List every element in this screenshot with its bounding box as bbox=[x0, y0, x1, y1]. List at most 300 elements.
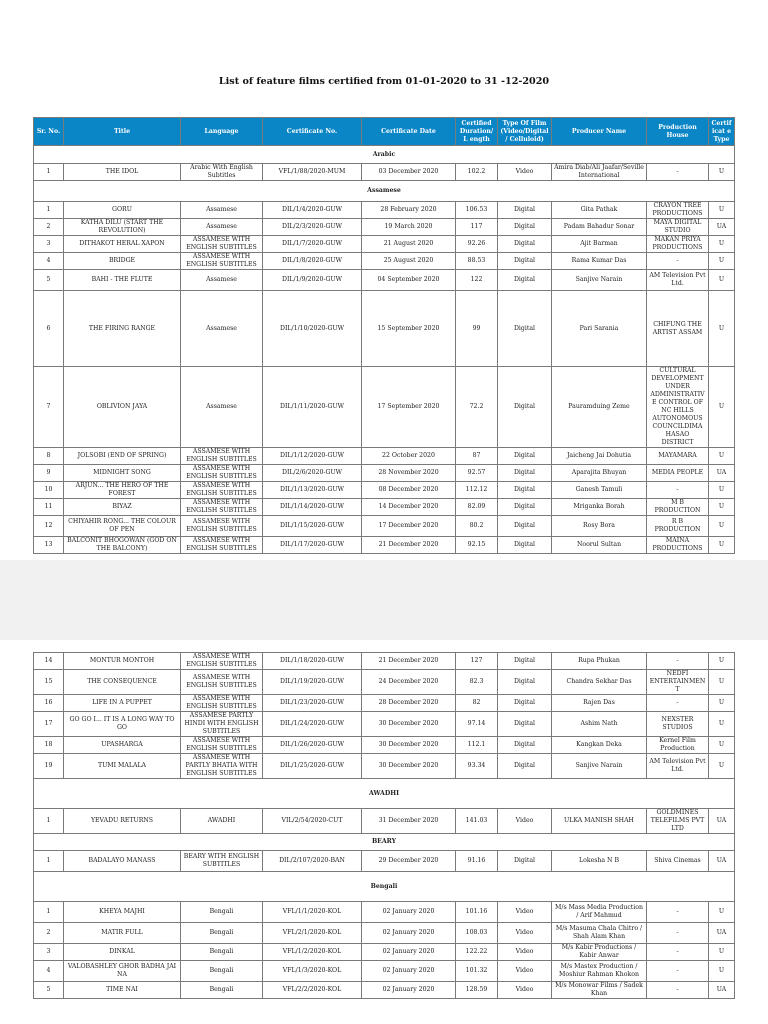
table-header-row bbox=[34, 118, 735, 146]
table-cell: ASSAMESE WITH ENGLISH SUBTITLES bbox=[181, 253, 263, 270]
table-cell: DIL/1/18/2020-GUW bbox=[263, 653, 362, 670]
table-cell: U bbox=[709, 448, 735, 465]
table-cell: DIL/1/10/2020-GUW bbox=[263, 291, 362, 367]
table-cell: MIDNIGHT SONG bbox=[64, 465, 181, 482]
table-cell: MAINA PRODUCTIONS bbox=[647, 537, 709, 554]
table-cell: UA bbox=[709, 923, 735, 944]
table-cell: Bengali bbox=[181, 902, 263, 923]
table-cell: Arabic With English Subtitles bbox=[181, 164, 263, 181]
table-cell: Chandra Sekhar Das bbox=[552, 670, 647, 695]
table-cell: AWADHI bbox=[181, 809, 263, 834]
table-cell: 02 January 2020 bbox=[362, 961, 456, 982]
table-cell: Digital bbox=[498, 465, 552, 482]
table-cell: 97.14 bbox=[456, 712, 498, 737]
table-cell: ASSAMESE WITH ENGLISH SUBTITLES bbox=[181, 695, 263, 712]
table-cell: 29 December 2020 bbox=[362, 851, 456, 872]
table-cell: U bbox=[709, 712, 735, 737]
table-cell: YEVADU RETURNS bbox=[64, 809, 181, 834]
table-cell: 16 bbox=[34, 695, 64, 712]
table-cell: 21 August 2020 bbox=[362, 236, 456, 253]
table-cell: Rosy Bora bbox=[552, 516, 647, 537]
table-cell: Digital bbox=[498, 253, 552, 270]
table-cell: LIFE IN A PUPPET bbox=[64, 695, 181, 712]
table-cell: 92.15 bbox=[456, 537, 498, 554]
table-cell: 102.2 bbox=[456, 164, 498, 181]
table-cell: UA bbox=[709, 809, 735, 834]
table-cell: 28 February 2020 bbox=[362, 202, 456, 219]
table-cell: 9 bbox=[34, 465, 64, 482]
table-row bbox=[34, 253, 735, 270]
table-cell: NEXSTER STUDIOS bbox=[647, 712, 709, 737]
table-cell: MAYA DIGITAL STUDIO bbox=[647, 219, 709, 236]
table-cell: Digital bbox=[498, 712, 552, 737]
table-cell: 128.59 bbox=[456, 982, 498, 999]
table-cell: ASSAMESE WITH ENGLISH SUBTITLES bbox=[181, 482, 263, 499]
table-cell: ASSAMESE WITH ENGLISH SUBTITLES bbox=[181, 537, 263, 554]
col-header-language: Language bbox=[181, 118, 263, 146]
table-cell: 10 bbox=[34, 482, 64, 499]
table-cell: 5 bbox=[34, 982, 64, 999]
table-row bbox=[34, 754, 735, 779]
table-cell: 122 bbox=[456, 270, 498, 291]
table-cell: DIL/1/7/2020-GUW bbox=[263, 236, 362, 253]
table-cell: 3 bbox=[34, 944, 64, 961]
table-cell: ASSAMESE WITH ENGLISH SUBTITLES bbox=[181, 516, 263, 537]
table-cell: - bbox=[647, 482, 709, 499]
table-cell: Ajit Barman bbox=[552, 236, 647, 253]
table-cell: 15 bbox=[34, 670, 64, 695]
table-cell: MEDIA PEOPLE bbox=[647, 465, 709, 482]
col-header-producer: Producer Name bbox=[552, 118, 647, 146]
table-cell: U bbox=[709, 270, 735, 291]
table-cell: DIL/1/14/2020-GUW bbox=[263, 499, 362, 516]
table-cell: - bbox=[647, 253, 709, 270]
col-header-film-type: Type Of Film (Video/Digital/ Celluloid) bbox=[498, 118, 552, 146]
col-header-certificate-type: Certificat e Type bbox=[709, 118, 735, 146]
col-header-production-house: Production House bbox=[647, 118, 709, 146]
table-cell: VIL/2/54/2020-CUT bbox=[263, 809, 362, 834]
table-cell: 19 March 2020 bbox=[362, 219, 456, 236]
table-cell: THE FIRING RANGE bbox=[64, 291, 181, 367]
table-cell: 1 bbox=[34, 902, 64, 923]
table-cell: 18 bbox=[34, 737, 64, 754]
table-row bbox=[34, 367, 735, 448]
table-cell: Padam Bahadur Sonar bbox=[552, 219, 647, 236]
table-cell: 141.03 bbox=[456, 809, 498, 834]
table-cell: UA bbox=[709, 465, 735, 482]
table-cell: 25 August 2020 bbox=[362, 253, 456, 270]
table-cell: Digital bbox=[498, 291, 552, 367]
table-cell: TUMI MALALA bbox=[64, 754, 181, 779]
table-cell: 108.03 bbox=[456, 923, 498, 944]
table-cell: KATHA DILU (START THE REVOLUTION) bbox=[64, 219, 181, 236]
table-row bbox=[34, 236, 735, 253]
table-cell: THE CONSEQUENCE bbox=[64, 670, 181, 695]
table-cell: ASSAMESE WITH ENGLISH SUBTITLES bbox=[181, 737, 263, 754]
table-cell: CULTURAL DEVELOPMENT UNDER ADMINISTRATIVE CONTROL OF NC HILLS AUTONOMOUS COUNCILDIMA HASAO DISTRICT bbox=[647, 367, 709, 448]
table-cell: GOLDMINES TELEFILMS PVT LTD bbox=[647, 809, 709, 834]
table-cell: 02 January 2020 bbox=[362, 944, 456, 961]
table-cell: Ganesh Tamuli bbox=[552, 482, 647, 499]
table-cell: 93.34 bbox=[456, 754, 498, 779]
table-cell: VFL/2/2/2020-KOL bbox=[263, 982, 362, 999]
document-page-2 bbox=[0, 640, 768, 1024]
table-cell: DIL/1/17/2020-GUW bbox=[263, 537, 362, 554]
table-cell: U bbox=[709, 482, 735, 499]
table-cell: AM Television Pvt Ltd. bbox=[647, 270, 709, 291]
table-cell: Digital bbox=[498, 236, 552, 253]
table-cell: M/s Mastex Production / Moshiur Rahman Khokon bbox=[552, 961, 647, 982]
table-cell: GO GO I... IT IS A LONG WAY TO GO bbox=[64, 712, 181, 737]
table-cell: 112.12 bbox=[456, 482, 498, 499]
language-section-row bbox=[34, 779, 735, 809]
table-cell: - bbox=[647, 923, 709, 944]
table-cell: ASSAMESE WITH ENGLISH SUBTITLES bbox=[181, 499, 263, 516]
table-cell: VFL/1/1/2020-KOL bbox=[263, 902, 362, 923]
table-cell: VFL/1/88/2020-MUM bbox=[263, 164, 362, 181]
table-cell: - bbox=[647, 653, 709, 670]
table-cell: DITHAKOT HERAL XAPON bbox=[64, 236, 181, 253]
table-cell: 11 bbox=[34, 499, 64, 516]
table-cell: 92.57 bbox=[456, 465, 498, 482]
table-cell: UA bbox=[709, 982, 735, 999]
table-row bbox=[34, 219, 735, 236]
table-row bbox=[34, 164, 735, 181]
table-cell: 24 December 2020 bbox=[362, 670, 456, 695]
table-cell: Digital bbox=[498, 202, 552, 219]
table-cell: 3 bbox=[34, 236, 64, 253]
table-cell: BADALAYO MANASS bbox=[64, 851, 181, 872]
col-header-duration: Certified Duration/L ength bbox=[456, 118, 498, 146]
table-row bbox=[34, 653, 735, 670]
table-cell: U bbox=[709, 253, 735, 270]
table-cell: Kernel Film Production bbox=[647, 737, 709, 754]
table-cell: DIL/1/13/2020-GUW bbox=[263, 482, 362, 499]
table-cell: Assamese bbox=[181, 270, 263, 291]
table-cell: Digital bbox=[498, 537, 552, 554]
table-cell: DIL/2/6/2020-GUW bbox=[263, 465, 362, 482]
table-row bbox=[34, 670, 735, 695]
table-cell: UPASHARGA bbox=[64, 737, 181, 754]
table-cell: 13 bbox=[34, 537, 64, 554]
table-cell: U bbox=[709, 516, 735, 537]
table-cell: 6 bbox=[34, 291, 64, 367]
table-row bbox=[34, 270, 735, 291]
table-cell: 82.09 bbox=[456, 499, 498, 516]
table-cell: 5 bbox=[34, 270, 64, 291]
table-cell: Digital bbox=[498, 482, 552, 499]
table-cell: Assamese bbox=[181, 219, 263, 236]
table-cell: 15 September 2020 bbox=[362, 291, 456, 367]
table-cell: 02 January 2020 bbox=[362, 982, 456, 999]
table-cell: Pauramduing Zeme bbox=[552, 367, 647, 448]
document-title: List of feature films certified from 01-01-2020 to 31 -12-2020 bbox=[218, 76, 550, 87]
table-cell: BAHI - THE FLUTE bbox=[64, 270, 181, 291]
table-cell: AM Television Pvt Ltd. bbox=[647, 754, 709, 779]
films-table-page-2 bbox=[33, 652, 735, 999]
table-cell: BIYAZ bbox=[64, 499, 181, 516]
table-row bbox=[34, 537, 735, 554]
table-row bbox=[34, 499, 735, 516]
table-cell: DIL/1/25/2020-GUW bbox=[263, 754, 362, 779]
table-cell: ASSAMESE WITH ENGLISH SUBTITLES bbox=[181, 448, 263, 465]
table-cell: 03 December 2020 bbox=[362, 164, 456, 181]
table-cell: MONTUR MONTOH bbox=[64, 653, 181, 670]
table-cell: DIL/1/11/2020-GUW bbox=[263, 367, 362, 448]
table-cell: CHIYAHIR RONG... THE COLOUR OF PEN bbox=[64, 516, 181, 537]
table-cell: 02 January 2020 bbox=[362, 902, 456, 923]
table-cell: - bbox=[647, 695, 709, 712]
language-section-label: Assamese bbox=[34, 181, 735, 202]
table-cell: 4 bbox=[34, 253, 64, 270]
table-cell: U bbox=[709, 961, 735, 982]
table-cell: Jaicheng Jai Dohutia bbox=[552, 448, 647, 465]
table-cell: ARJUN... THE HERO OF THE FOREST bbox=[64, 482, 181, 499]
table-cell: U bbox=[709, 499, 735, 516]
table-cell: U bbox=[709, 670, 735, 695]
table-cell: M/s Mass Media Production / Arif Mahmud bbox=[552, 902, 647, 923]
table-cell: Digital bbox=[498, 219, 552, 236]
table-cell: U bbox=[709, 653, 735, 670]
table-cell: 87 bbox=[456, 448, 498, 465]
table-cell: - bbox=[647, 944, 709, 961]
table-cell: ULKA MANISH SHAH bbox=[552, 809, 647, 834]
table-cell: Video bbox=[498, 164, 552, 181]
table-row bbox=[34, 982, 735, 999]
table-cell: Bengali bbox=[181, 944, 263, 961]
table-cell: 14 December 2020 bbox=[362, 499, 456, 516]
table-cell: Digital bbox=[498, 670, 552, 695]
table-cell: Digital bbox=[498, 754, 552, 779]
table-cell: Digital bbox=[498, 737, 552, 754]
table-cell: 04 September 2020 bbox=[362, 270, 456, 291]
table-cell: 88.53 bbox=[456, 253, 498, 270]
table-cell: Digital bbox=[498, 367, 552, 448]
table-cell: DIL/1/26/2020-GUW bbox=[263, 737, 362, 754]
table-cell: DIL/1/19/2020-GUW bbox=[263, 670, 362, 695]
table-row bbox=[34, 695, 735, 712]
table-cell: Aparajita Bhuyan bbox=[552, 465, 647, 482]
table-cell: OBLIVION JAYA bbox=[64, 367, 181, 448]
table-cell: Video bbox=[498, 923, 552, 944]
table-cell: 19 bbox=[34, 754, 64, 779]
table-cell: Bengali bbox=[181, 982, 263, 999]
table-cell: NEDFI ENTERTAINMENT bbox=[647, 670, 709, 695]
table-cell: 127 bbox=[456, 653, 498, 670]
table-cell: Pari Sarania bbox=[552, 291, 647, 367]
language-section-label: BEARY bbox=[34, 834, 735, 851]
table-cell: Digital bbox=[498, 448, 552, 465]
table-row bbox=[34, 516, 735, 537]
table-cell: JOLSOBI (END OF SPRING) bbox=[64, 448, 181, 465]
table-cell: 99 bbox=[456, 291, 498, 367]
table-row bbox=[34, 944, 735, 961]
table-cell: - bbox=[647, 961, 709, 982]
table-cell: Digital bbox=[498, 270, 552, 291]
table-cell: VALOBASHLEY GHOR BADHA JAI NA bbox=[64, 961, 181, 982]
table-cell: VFL/2/1/2020-KOL bbox=[263, 923, 362, 944]
table-cell: 28 November 2020 bbox=[362, 465, 456, 482]
table-row bbox=[34, 809, 735, 834]
table-cell: 72.2 bbox=[456, 367, 498, 448]
table-cell: Assamese bbox=[181, 291, 263, 367]
table-cell: ASSAMESE WITH PARTLY BHATIA WITH ENGLISH SUBTITLES bbox=[181, 754, 263, 779]
table-cell: Video bbox=[498, 809, 552, 834]
table-cell: Bengali bbox=[181, 961, 263, 982]
table-cell: U bbox=[709, 754, 735, 779]
table-cell: 1 bbox=[34, 202, 64, 219]
table-cell: DIL/1/12/2020-GUW bbox=[263, 448, 362, 465]
table-cell: ASSAMESE WITH ENGLISH SUBTITLES bbox=[181, 465, 263, 482]
table-cell: Video bbox=[498, 944, 552, 961]
table-cell: 12 bbox=[34, 516, 64, 537]
films-table-page-1 bbox=[33, 117, 735, 554]
table-cell: - bbox=[647, 164, 709, 181]
language-section-row bbox=[34, 181, 735, 202]
table-cell: DIL/2/107/2020-BAN bbox=[263, 851, 362, 872]
table-cell: MAKAN PRIYA PRODUCTIONS bbox=[647, 236, 709, 253]
table-cell: 101.32 bbox=[456, 961, 498, 982]
table-row bbox=[34, 923, 735, 944]
table-cell: Ashim Nath bbox=[552, 712, 647, 737]
table-cell: 117 bbox=[456, 219, 498, 236]
col-header-certificate-date: Certificate Date bbox=[362, 118, 456, 146]
table-cell: Sanjive Narain bbox=[552, 754, 647, 779]
table-cell: 4 bbox=[34, 961, 64, 982]
table-cell: Rama Kumar Das bbox=[552, 253, 647, 270]
table-cell: M/s Monowar Films / Sadek Khan bbox=[552, 982, 647, 999]
table-cell: Video bbox=[498, 961, 552, 982]
table-cell: VFL/1/3/2020-KOL bbox=[263, 961, 362, 982]
table-cell: 92.26 bbox=[456, 236, 498, 253]
table-cell: 7 bbox=[34, 367, 64, 448]
table-cell: 08 December 2020 bbox=[362, 482, 456, 499]
table-row bbox=[34, 465, 735, 482]
language-section-row bbox=[34, 146, 735, 164]
table-cell: 17 December 2020 bbox=[362, 516, 456, 537]
language-section-row bbox=[34, 834, 735, 851]
table-cell: 80.2 bbox=[456, 516, 498, 537]
table-cell: DIL/1/15/2020-GUW bbox=[263, 516, 362, 537]
table-cell: VFL/1/2/2020-KOL bbox=[263, 944, 362, 961]
table-cell: 2 bbox=[34, 923, 64, 944]
table-cell: M/s Kabir Productions / Kabir Anwar bbox=[552, 944, 647, 961]
table-cell: - bbox=[647, 902, 709, 923]
table-cell: 91.16 bbox=[456, 851, 498, 872]
table-cell: Assamese bbox=[181, 367, 263, 448]
table-row bbox=[34, 202, 735, 219]
table-cell: U bbox=[709, 902, 735, 923]
table-cell: U bbox=[709, 944, 735, 961]
table-cell: 21 December 2020 bbox=[362, 653, 456, 670]
language-section-label: Bengali bbox=[34, 872, 735, 902]
table-cell: M/s Masuma Chala Chitro / Shah Alam Khan bbox=[552, 923, 647, 944]
col-header-certificate-no: Certificate No. bbox=[263, 118, 362, 146]
table-cell: Digital bbox=[498, 499, 552, 516]
table-row bbox=[34, 902, 735, 923]
table-cell: R B PRODUCTION bbox=[647, 516, 709, 537]
table-cell: 106.53 bbox=[456, 202, 498, 219]
table-cell: Digital bbox=[498, 653, 552, 670]
table-cell: Kangkan Deka bbox=[552, 737, 647, 754]
table-cell: DIL/1/23/2020-GUW bbox=[263, 695, 362, 712]
table-cell: DIL/2/3/2020-GUW bbox=[263, 219, 362, 236]
table-cell: U bbox=[709, 537, 735, 554]
table-cell: 14 bbox=[34, 653, 64, 670]
table-cell: Sanjive Narain bbox=[552, 270, 647, 291]
table-cell: Shiva Cinemas bbox=[647, 851, 709, 872]
table-cell: BEARY WITH ENGLISH SUBTITLES bbox=[181, 851, 263, 872]
language-section-label: AWADHI bbox=[34, 779, 735, 809]
table-cell: Video bbox=[498, 902, 552, 923]
table-cell: BRIDGE bbox=[64, 253, 181, 270]
col-header-sr-no: Sr. No. bbox=[34, 118, 64, 146]
table-cell: U bbox=[709, 202, 735, 219]
table-cell: Bengali bbox=[181, 923, 263, 944]
table-cell: 112.1 bbox=[456, 737, 498, 754]
table-cell: Assamese bbox=[181, 202, 263, 219]
table-cell: DIL/1/24/2020-GUW bbox=[263, 712, 362, 737]
table-cell: 21 December 2020 bbox=[362, 537, 456, 554]
table-cell: 8 bbox=[34, 448, 64, 465]
table-row bbox=[34, 482, 735, 499]
table-cell: Rupa Phukan bbox=[552, 653, 647, 670]
table-cell: 30 December 2020 bbox=[362, 737, 456, 754]
table-cell: Gita Pathak bbox=[552, 202, 647, 219]
table-cell: CRAYON TREE PRODUCTIONS bbox=[647, 202, 709, 219]
table-cell: TIME NAI bbox=[64, 982, 181, 999]
table-cell: ASSAMESE WITH ENGLISH SUBTITLES bbox=[181, 236, 263, 253]
table-cell: U bbox=[709, 695, 735, 712]
table-cell: Mriganka Borah bbox=[552, 499, 647, 516]
table-cell: 17 bbox=[34, 712, 64, 737]
table-cell: U bbox=[709, 367, 735, 448]
table-cell: 30 December 2020 bbox=[362, 712, 456, 737]
table-cell: THE IDOL bbox=[64, 164, 181, 181]
table-cell: DIL/1/4/2020-GUW bbox=[263, 202, 362, 219]
table-cell: Digital bbox=[498, 851, 552, 872]
table-cell: GORU bbox=[64, 202, 181, 219]
table-cell: 82.3 bbox=[456, 670, 498, 695]
table-cell: MAYAMARA bbox=[647, 448, 709, 465]
table-cell: ASSAMESE WITH ENGLISH SUBTITLES bbox=[181, 653, 263, 670]
table-cell: M B PRODUCTION bbox=[647, 499, 709, 516]
language-section-label: Arabic bbox=[34, 146, 735, 164]
col-header-title: Title bbox=[64, 118, 181, 146]
table-cell: 02 January 2020 bbox=[362, 923, 456, 944]
table-cell: KHEYA MAJHI bbox=[64, 902, 181, 923]
table-cell: Noorul Sultan bbox=[552, 537, 647, 554]
language-section-row bbox=[34, 872, 735, 902]
table-row bbox=[34, 737, 735, 754]
table-cell: Video bbox=[498, 982, 552, 999]
table-cell: U bbox=[709, 291, 735, 367]
table-cell: 28 December 2020 bbox=[362, 695, 456, 712]
table-cell: CHIFUNG THE ARTIST ASSAM bbox=[647, 291, 709, 367]
table-row bbox=[34, 961, 735, 982]
table-cell: DINKAL bbox=[64, 944, 181, 961]
table-cell: Amira Diab/Ali Jaafar/Seville International bbox=[552, 164, 647, 181]
table-cell: 22 October 2020 bbox=[362, 448, 456, 465]
table-cell: 1 bbox=[34, 809, 64, 834]
table-cell: UA bbox=[709, 219, 735, 236]
table-row bbox=[34, 291, 735, 367]
table-cell: 31 December 2020 bbox=[362, 809, 456, 834]
table-cell: ASSAMESE PARTLY HINDI WITH ENGLISH SUBTITLES bbox=[181, 712, 263, 737]
table-cell: U bbox=[709, 164, 735, 181]
table-row bbox=[34, 851, 735, 872]
table-cell: 1 bbox=[34, 164, 64, 181]
